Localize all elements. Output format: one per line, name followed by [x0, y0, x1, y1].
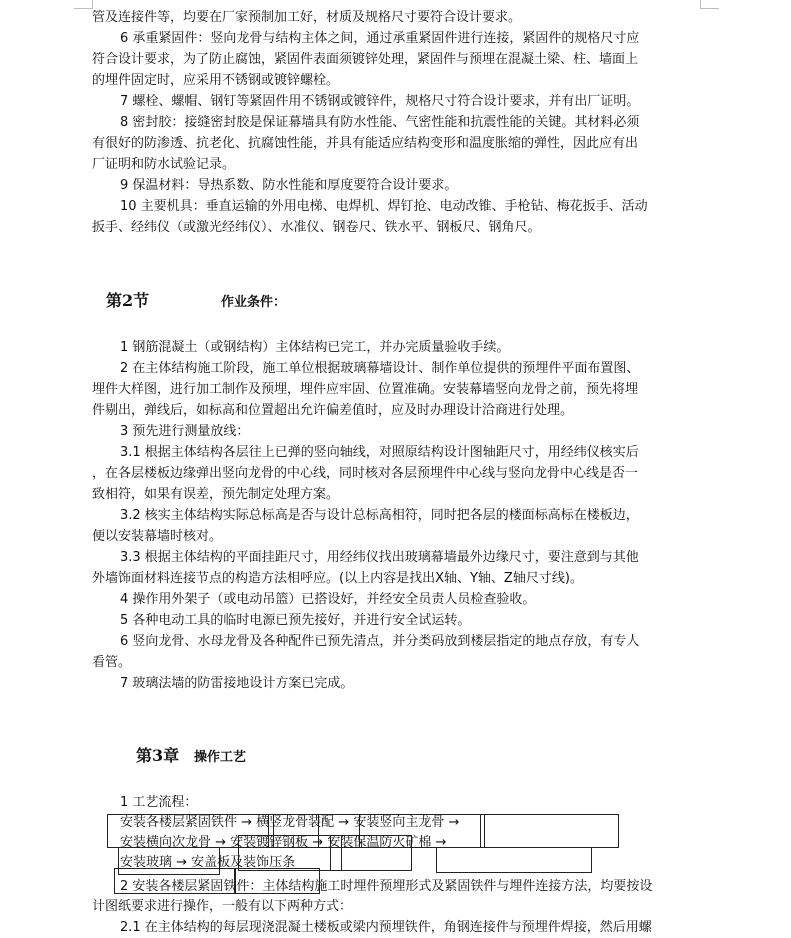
text-line: 致相符，如果有误差，预先制定处理方案。: [92, 487, 340, 502]
flow-line: 安装横向次龙骨 → 安装镀锌钢板 → 安装保温防火矿棉 →: [120, 835, 447, 850]
crop-mark-top-left: [74, 0, 93, 9]
text-line: ，在各层楼板边缘弹出竖向龙骨的中心线，同时核对各层预埋件中心线与竖向龙骨中心线是否一: [92, 466, 639, 481]
text-line: 2.1 在主体结构的每层现浇混凝土楼板或梁内预埋铁件，角钢连接件与预埋件焊接，然后用螺: [120, 920, 652, 935]
section-number: 第2节: [106, 291, 150, 310]
text-line: 的埋件固定时，应采用不锈钢或镀锌螺栓。: [92, 73, 340, 88]
text-line: 外墙饰面材料连接节点的构造方法相呼应。(以上内容是找出X轴、Y轴、Z轴尺寸线)。: [92, 571, 583, 586]
text-line: 2 安装各楼层紧固铁件：主体结构施工时埋件预埋形式及紧固铁件与埋件连接方法，均要按设: [120, 879, 653, 894]
chapter-number: 第3章: [136, 746, 180, 765]
text-line: 4 操作用外架子（或电动吊篮）已搭设好，并经安全员责人员检查验收。: [120, 592, 536, 607]
text-line: 5 各种电动工具的临时电源已预先接好，并进行安全试运转。: [120, 613, 471, 628]
text-line: 3.3 根据主体结构的平面挂距尺寸，用经纬仪找出玻璃幕墙最外边缘尺寸，要注意到与其他: [120, 550, 639, 565]
flow-box: [480, 814, 619, 848]
text-line: 计图纸要求进行操作，一般有以下两种方式：: [92, 899, 353, 914]
text-line: 6 竖向龙骨、水母龙骨及各种配件已预先清点，并分类码放到楼层指定的地点存放，有专人: [120, 634, 640, 649]
section-title: 作业条件：: [221, 295, 287, 310]
text-line: 7 玻璃法墙的防雷接地设计方案已完成。: [120, 676, 354, 691]
flow-box: [436, 847, 592, 873]
text-line: 埋件大样图，进行加工制作及预埋，埋件应牢固、位置准确。安装幕墙竖向龙骨之前，预先将埋: [92, 382, 639, 397]
flow-line: 安装玻璃 → 安盖板及装饰压条: [120, 855, 296, 870]
text-line: 件剔出，弹线后，如标高和位置超出允许偏差值时，应及时办理设计洽商进行处理。: [92, 403, 574, 418]
text-line: 8 密封胶：接缝密封胶是保证幕墙具有防水性能、气密性能和抗震性能的关键。其材料必须: [120, 115, 640, 130]
chapter-title: 操作工艺: [194, 750, 247, 765]
text-line: 厂证明和防水试验记录。: [92, 157, 236, 172]
text-line: 7 螺栓、螺帽、钢钉等紧固件用不锈钢或镀锌件，规格尺寸符合设计要求，并有出厂证明。: [120, 94, 640, 109]
text-line: 6 承重紧固件：竖向龙骨与结构主体之间，通过承重紧固件进行连接，紧固件的规格尺寸应: [120, 31, 640, 46]
text-line: 有很好的防渗透、抗老化、抗腐蚀性能，并具有能适应结构变形和温度胀缩的弹性，因此应有出: [92, 136, 639, 151]
text-line: 符合设计要求，为了防止腐蚀，紧固件表面须镀锌处理，紧固件与预埋在混凝土梁、柱、墙面上: [92, 52, 639, 67]
text-line: 3 预先进行测量放线：: [120, 424, 250, 439]
text-line: 2 在主体结构施工阶段，施工单位根据玻璃幕墙设计、制作单位提供的预埋件平面布置图、: [120, 361, 640, 376]
flow-line: 安装各楼层紧固铁件 → 横竖龙骨装配 → 安装竖向主龙骨 →: [120, 815, 460, 830]
text-line: 看管。: [92, 655, 132, 670]
text-line: 3.1 根据主体结构各层往上已弹的竖向轴线，对照原结构设计图轴距尺寸，用经纬仪核实后: [120, 445, 639, 460]
text-line: 1 钢筋混凝土（或钢结构）主体结构已完工，并办完质量验收手续。: [120, 340, 510, 355]
text-line: 10 主要机具：垂直运输的外用电梯、电焊机、焊钉抢、电动改锥、手枪钻、梅花扳手、活动: [120, 199, 648, 214]
text-line: 9 保温材料：导热系数、防水性能和厚度要符合设计要求。: [120, 178, 458, 193]
crop-mark-top-right: [700, 0, 719, 9]
text-line: 管及连接件等，均要在厂家预制加工好，材质及规格尺寸要符合设计要求。: [92, 10, 522, 25]
text-line: 便以安装幕墙时核对。: [92, 529, 223, 544]
text-line: 扳手、经纬仪（或激光经纬仪）、水准仪、钢卷尺、铁水平、钢板尺、钢角尺。: [92, 220, 541, 235]
flow-intro: 1 工艺流程：: [120, 795, 198, 810]
text-line: 3.2 核实主体结构实际总标高是否与设计总标高相符，同时把各层的楼面标高标在楼板边，: [120, 508, 639, 523]
